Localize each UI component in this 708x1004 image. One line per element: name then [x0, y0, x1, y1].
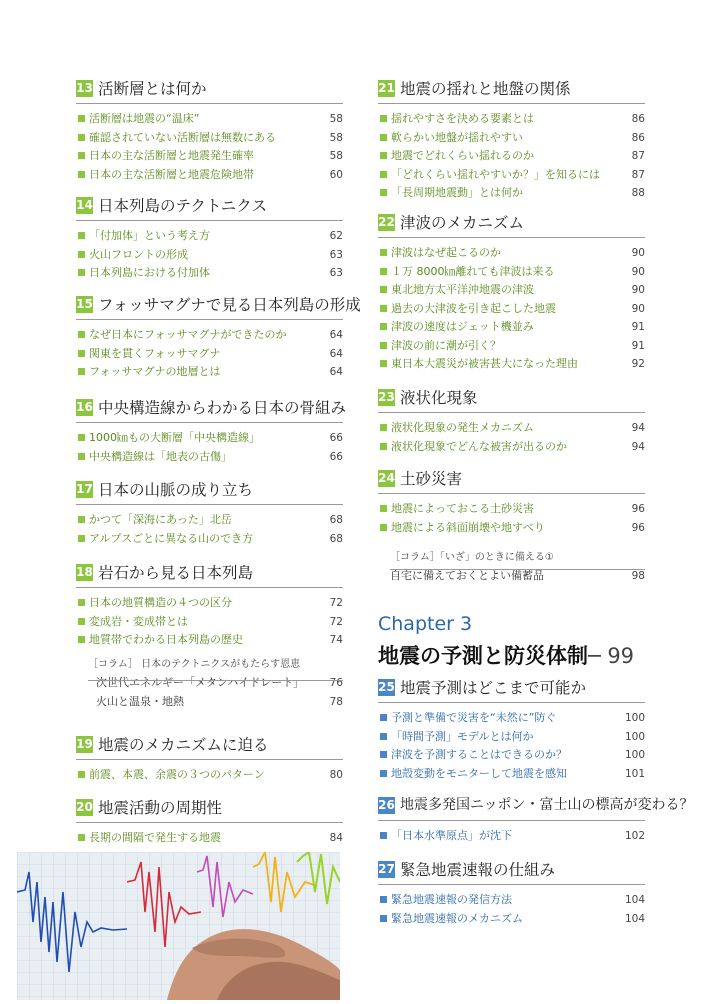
- square-bullet-icon: [380, 342, 387, 349]
- square-bullet-icon: [78, 152, 85, 159]
- section-16: [76, 396, 347, 463]
- toc-entry[interactable]: １万 8000㎞離れても津波は来る 90: [378, 263, 645, 282]
- section-title: 活断層とは何か: [98, 80, 207, 98]
- toc-entry[interactable]: 地震でどれくらい揺れるのか 87: [378, 147, 645, 166]
- section-number: 22: [378, 215, 395, 229]
- section-number: 18: [76, 565, 93, 579]
- square-bullet-icon: [380, 896, 387, 903]
- toc-entry[interactable]: 「日本水準原点」が沈下 102: [378, 827, 645, 846]
- section-20: [76, 796, 343, 844]
- section-number: 23: [378, 390, 395, 404]
- toc-entry[interactable]: 1000㎞もの大断層「中央構造線」 66: [76, 429, 343, 448]
- section-number: 16: [76, 400, 93, 414]
- divider: [76, 103, 343, 104]
- square-bullet-icon: [78, 453, 85, 460]
- section-title: 地震予測はどこまで可能か: [400, 679, 587, 697]
- section-title: 岩石から見る日本列島: [98, 564, 254, 582]
- toc-entry[interactable]: 日本の主な活断層と地震危険地帯 60: [76, 166, 343, 185]
- square-bullet-icon: [380, 360, 387, 367]
- section-title: 液状化現象: [400, 389, 478, 407]
- square-bullet-icon: [380, 249, 387, 256]
- toc-entry[interactable]: 液状化現象でどんな被害が出るのか 94: [378, 438, 645, 457]
- square-bullet-icon: [380, 751, 387, 758]
- chapter-title: [378, 640, 634, 670]
- toc-entry[interactable]: 軟らかい地盤が揺れやすい 86: [378, 129, 645, 148]
- square-bullet-icon: [78, 251, 85, 258]
- section-18: [76, 561, 343, 646]
- divider: [378, 412, 645, 413]
- square-bullet-icon: [78, 368, 85, 375]
- column-label: ［コラム］ 日本のテクトニクスがもたらす恩恵: [88, 659, 301, 670]
- section-14: [76, 194, 343, 279]
- toc-entry[interactable]: 確認されていない活断層は無数にある 58: [76, 129, 343, 148]
- toc-entry[interactable]: 「長周期地震動」とは何か 88: [378, 184, 645, 203]
- chapter-label: Chapter 3: [378, 613, 473, 635]
- seismograph-photo: [17, 852, 340, 1000]
- square-bullet-icon: [380, 505, 387, 512]
- section-title: 日本列島のテクトニクス: [98, 197, 268, 215]
- section-27: [378, 858, 645, 925]
- section-number: 13: [76, 81, 93, 95]
- section-15: [76, 293, 361, 378]
- toc-entry[interactable]: 日本の主な活断層と地震発生確率 58: [76, 147, 343, 166]
- square-bullet-icon: [380, 915, 387, 922]
- toc-entry[interactable]: 地殻変動をモニターして地震を感知 101: [378, 765, 645, 784]
- divider: [88, 680, 343, 681]
- section-23: [378, 386, 645, 453]
- section-title: 土砂災害: [400, 470, 463, 488]
- square-bullet-icon: [380, 305, 387, 312]
- section-number: 17: [76, 482, 93, 496]
- toc-entry[interactable]: フォッサマグナの地層とは 64: [76, 363, 343, 382]
- toc-entry[interactable]: なぜ日本にフォッサマグナができたのか 64: [76, 326, 343, 345]
- column-note: [390, 549, 645, 586]
- divider: [76, 822, 343, 823]
- section-title: 地震の揺れと地盤の関係: [400, 80, 571, 98]
- square-bullet-icon: [380, 733, 387, 740]
- toc-entry[interactable]: 変成岩・変成帯とは 72: [76, 613, 343, 632]
- divider: [76, 504, 343, 505]
- section-title: フォッサマグナで見る日本列島の形成: [98, 296, 361, 314]
- toc-entry[interactable]: 「時間予測」モデルとは何か 100: [378, 728, 645, 747]
- divider: [76, 587, 343, 588]
- toc-entry[interactable]: アルプスごとに異なる山のでき方 68: [76, 530, 343, 549]
- square-bullet-icon: [78, 771, 85, 778]
- square-bullet-icon: [78, 115, 85, 122]
- square-bullet-icon: [78, 636, 85, 643]
- square-bullet-icon: [380, 115, 387, 122]
- section-22: [378, 211, 645, 370]
- square-bullet-icon: [380, 268, 387, 275]
- section-number: 20: [76, 800, 93, 814]
- section-number: 24: [378, 471, 395, 485]
- toc-entry[interactable]: 緊急地震速報の発信方法 104: [378, 891, 645, 910]
- column-label: ［コラム］「いざ」のときに備える①: [390, 552, 554, 563]
- section-24: [378, 467, 645, 534]
- section-number: 15: [76, 297, 93, 311]
- toc-entry[interactable]: 津波の前に潮が引く？ 91: [378, 337, 645, 356]
- section-title: 津波のメカニズム: [400, 214, 525, 232]
- square-bullet-icon: [78, 232, 85, 239]
- square-bullet-icon: [380, 323, 387, 330]
- column-entry[interactable]: 次世代エネルギー「メタンハイドレート」 76: [96, 676, 343, 689]
- divider: [378, 103, 645, 104]
- divider: [378, 820, 645, 821]
- toc-entry[interactable]: 緊急地震速報のメカニズム 104: [378, 910, 645, 929]
- toc-entry[interactable]: 過去の大津波を引き起こした地震 90: [378, 300, 645, 319]
- divider: [76, 319, 343, 320]
- column-note: [88, 656, 343, 711]
- square-bullet-icon: [78, 434, 85, 441]
- divider: [378, 493, 645, 494]
- square-bullet-icon: [78, 516, 85, 523]
- section-title: 日本の山脈の成り立ち: [98, 481, 254, 499]
- toc-entry[interactable]: 関東を貫くフォッサマグナ 64: [76, 345, 343, 364]
- section-title: 地震活動の周期性: [98, 799, 223, 817]
- toc-entry[interactable]: 予測と準備で災害を“未然に”防ぐ 100: [378, 709, 645, 728]
- chapter-page: ─ 99: [588, 644, 635, 668]
- section-number: 27: [378, 862, 395, 876]
- section-number: 26: [378, 798, 395, 812]
- divider: [390, 569, 645, 570]
- column-entry[interactable]: 自宅に備えておくとよい備蓄品 98: [390, 569, 645, 582]
- square-bullet-icon: [380, 524, 387, 531]
- seismograph-image: [17, 852, 340, 1000]
- section-13: [76, 77, 343, 181]
- toc-entry[interactable]: 前震、本震、余震の３つのパターン 80: [76, 766, 343, 785]
- divider: [76, 422, 343, 423]
- square-bullet-icon: [78, 350, 85, 357]
- section-number: 21: [378, 81, 395, 95]
- square-bullet-icon: [380, 189, 387, 196]
- square-bullet-icon: [78, 331, 85, 338]
- column-entry[interactable]: 火山と温泉・地熱 78: [96, 694, 343, 708]
- toc-entry[interactable]: 「付加体」という考え方 62: [76, 227, 343, 246]
- square-bullet-icon: [78, 171, 85, 178]
- square-bullet-icon: [380, 424, 387, 431]
- square-bullet-icon: [78, 134, 85, 141]
- divider: [378, 237, 645, 238]
- divider: [378, 702, 645, 703]
- section-number: 14: [76, 198, 93, 212]
- toc-entry[interactable]: 津波を予測することはできるのか？ 100: [378, 746, 645, 765]
- divider: [378, 884, 645, 885]
- section-26: [378, 794, 694, 842]
- toc-entry[interactable]: 東日本大震災が被害甚大になった理由 92: [378, 355, 645, 374]
- toc-entry[interactable]: 日本列島における付加体 63: [76, 264, 343, 283]
- toc-entry[interactable]: 「どれくらい揺れやすいか？」を知るには 87: [378, 166, 645, 185]
- square-bullet-icon: [380, 443, 387, 450]
- toc-entry[interactable]: かつて「深海にあった」北岳 68: [76, 511, 343, 530]
- toc-entry[interactable]: 地震による斜面崩壊や地すべり 96: [378, 519, 645, 538]
- square-bullet-icon: [78, 599, 85, 606]
- section-title: 地震多発国ニッポン・富士山の標高が変わる？: [400, 797, 694, 813]
- section-title: 緊急地震速報の仕組み: [400, 861, 556, 879]
- chapter-title-text: 地震の予測と防災体制: [378, 644, 588, 668]
- divider: [76, 759, 343, 760]
- square-bullet-icon: [380, 152, 387, 159]
- section-19: [76, 733, 343, 781]
- square-bullet-icon: [78, 834, 85, 841]
- section-25: [378, 676, 645, 780]
- section-title: 中央構造線からわかる日本の骨組み: [98, 399, 347, 417]
- section-number: 19: [76, 737, 93, 751]
- section-number: 25: [378, 680, 395, 694]
- square-bullet-icon: [380, 832, 387, 839]
- square-bullet-icon: [380, 714, 387, 721]
- square-bullet-icon: [78, 618, 85, 625]
- toc-entry[interactable]: 津波はなぜ起こるのか 90: [378, 244, 645, 263]
- square-bullet-icon: [380, 770, 387, 777]
- toc-entry[interactable]: 中央構造線は「地表の古傷」 66: [76, 448, 343, 467]
- square-bullet-icon: [78, 535, 85, 542]
- toc-entry[interactable]: 東北地方太平洋沖地震の津波 90: [378, 281, 645, 300]
- square-bullet-icon: [380, 171, 387, 178]
- toc-entry[interactable]: 地震によっておこる土砂災害 96: [378, 500, 645, 519]
- toc-entry[interactable]: 活断層は地震の“温床” 58: [76, 110, 343, 129]
- toc-entry[interactable]: 揺れやすさを決める要素とは 86: [378, 110, 645, 129]
- toc-entry[interactable]: 液状化現象の発生メカニズム 94: [378, 419, 645, 438]
- section-21: [378, 77, 645, 199]
- square-bullet-icon: [380, 286, 387, 293]
- toc-entry[interactable]: 長期の間隔で発生する地震 84: [76, 829, 343, 848]
- square-bullet-icon: [380, 134, 387, 141]
- section-title: 地震のメカニズムに迫る: [98, 736, 269, 754]
- square-bullet-icon: [78, 269, 85, 276]
- toc-entry[interactable]: 地質帯でわかる日本列島の歴史 74: [76, 631, 343, 650]
- toc-entry[interactable]: 津波の速度はジェット機並み 91: [378, 318, 645, 337]
- section-17: [76, 478, 343, 545]
- divider: [76, 220, 343, 221]
- toc-entry[interactable]: 日本の地質構造の４つの区分 72: [76, 594, 343, 613]
- toc-entry[interactable]: 火山フロントの形成 63: [76, 246, 343, 265]
